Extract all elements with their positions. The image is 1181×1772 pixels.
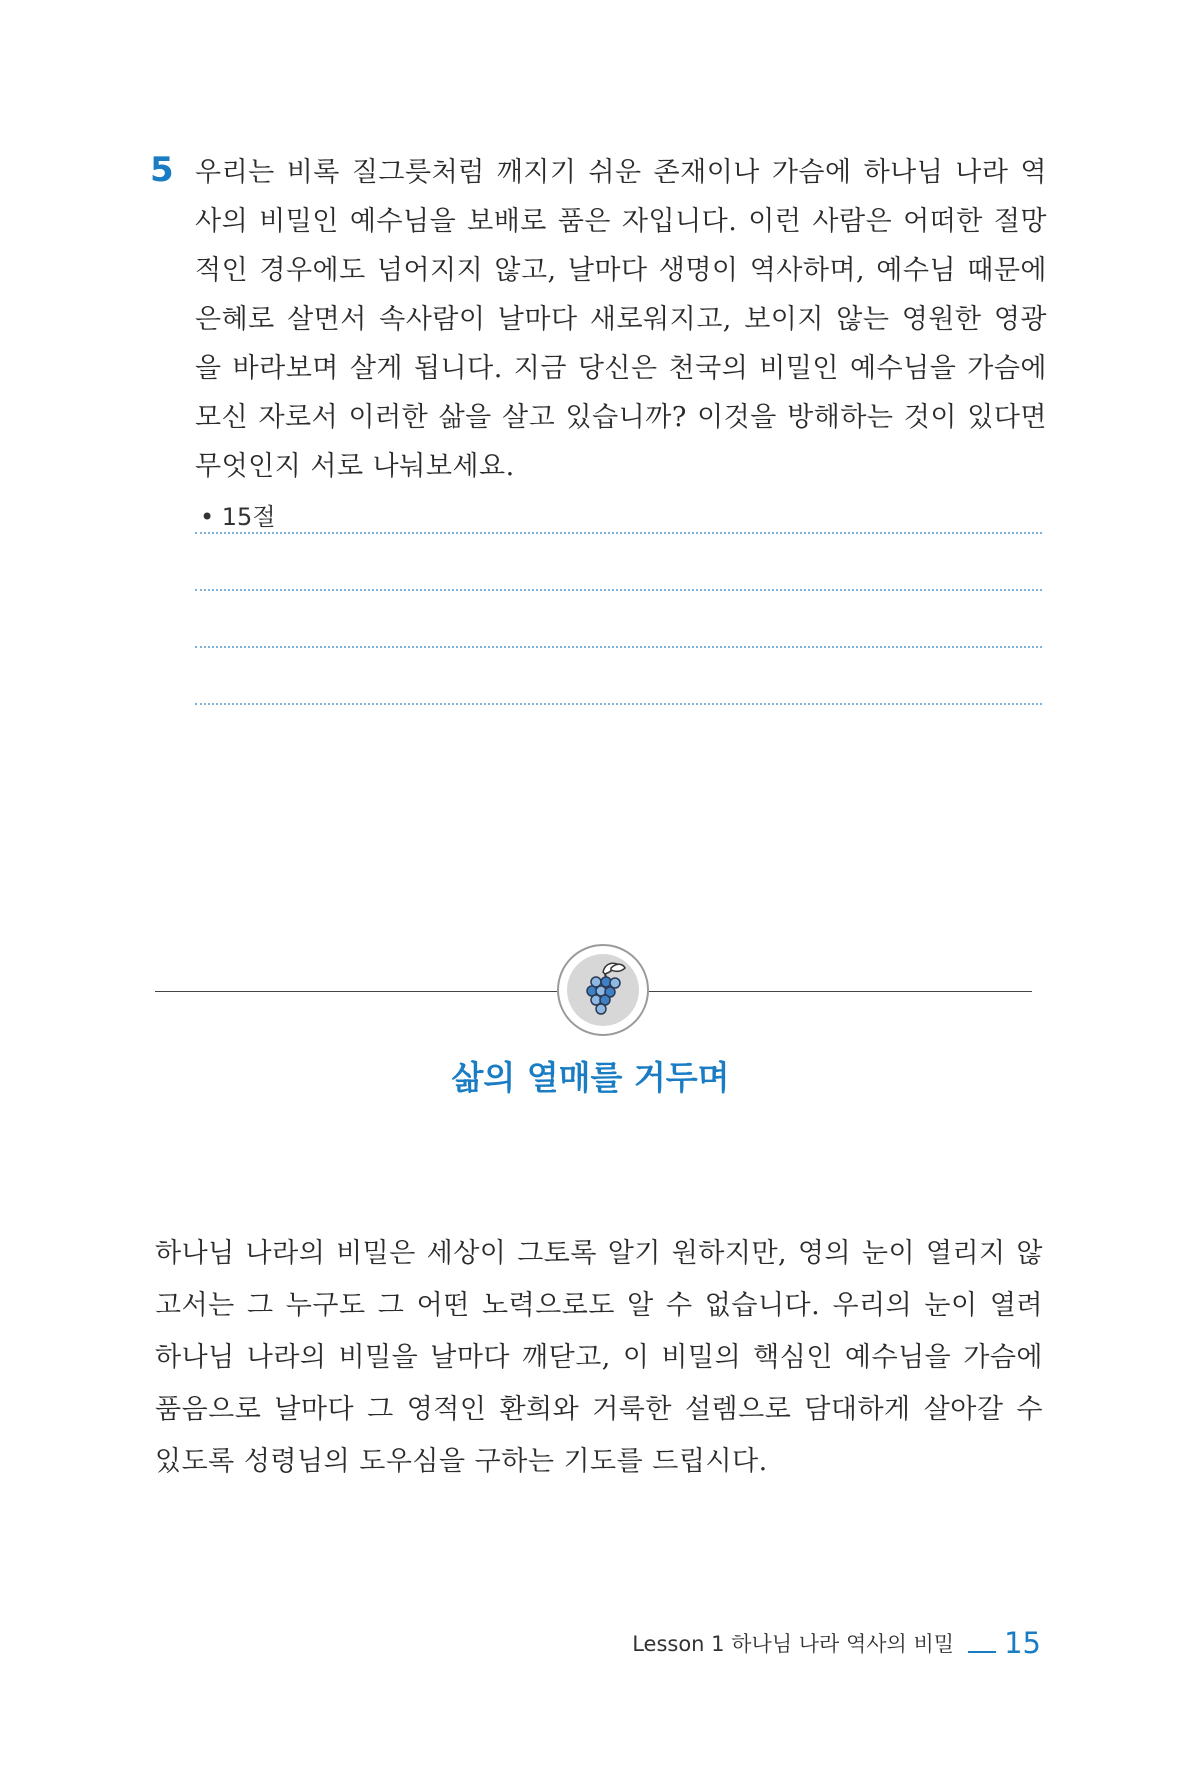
section-emblem bbox=[557, 944, 649, 1036]
section-divider-right bbox=[649, 991, 1032, 992]
page-number: 15 bbox=[1004, 1626, 1041, 1660]
verse-reference: • 15절 bbox=[200, 503, 276, 531]
page-footer bbox=[632, 1628, 1041, 1658]
section-divider-left bbox=[155, 991, 557, 992]
lesson-title: Lesson 1 하나님 나라 역사의 비밀 bbox=[632, 1632, 955, 1656]
footer-rule bbox=[968, 1651, 996, 1653]
question-text: 우리는 비록 질그릇처럼 깨지기 쉬운 존재이나 가슴에 하나님 나라 역사의 비밀인 예수님을 보배로 품은 자입니다. 이런 사람은 어떠한 절망적인 경우에도 넘어지지 않고, 날마다 생명이 역사하며, 예수님 때문에 은혜로 살면서 속사람이 날마다 새로워지고, 보이지 않는 영원한 영광을 바라보며 살게 됩니다. 지금 당신은 천국의 비밀인 예수님을 가슴에 모신 자로서 이러한 삶을 살고 있습니까? 이것을 방해하는 것이 있다면 무엇인지 서로 나눠보세요. bbox=[195, 157, 1047, 482]
closing-paragraph: 하나님 나라의 비밀은 세상이 그토록 알기 원하지만, 영의 눈이 열리지 않고서는 그 누구도 그 어떤 노력으로도 알 수 없습니다. 우리의 눈이 열려 하나님 나라의 비밀을 날마다 깨닫고, 이 비밀의 핵심인 예수님을 가슴에 품음으로 날마다 그 영적인 환희와 거룩한 설렘으로 담대하게 살아갈 수 있도록 성령님의 도우심을 구하는 기도를 드립시다. bbox=[155, 1238, 1043, 1477]
section-title: 삶의 열매를 거두며 bbox=[451, 1058, 730, 1097]
answer-line[interactable] bbox=[195, 532, 1042, 534]
answer-line[interactable] bbox=[195, 589, 1042, 591]
answer-line[interactable] bbox=[195, 646, 1042, 648]
answer-line[interactable] bbox=[195, 703, 1042, 705]
question-number: 5 bbox=[150, 150, 174, 190]
grapes-icon bbox=[567, 954, 639, 1026]
